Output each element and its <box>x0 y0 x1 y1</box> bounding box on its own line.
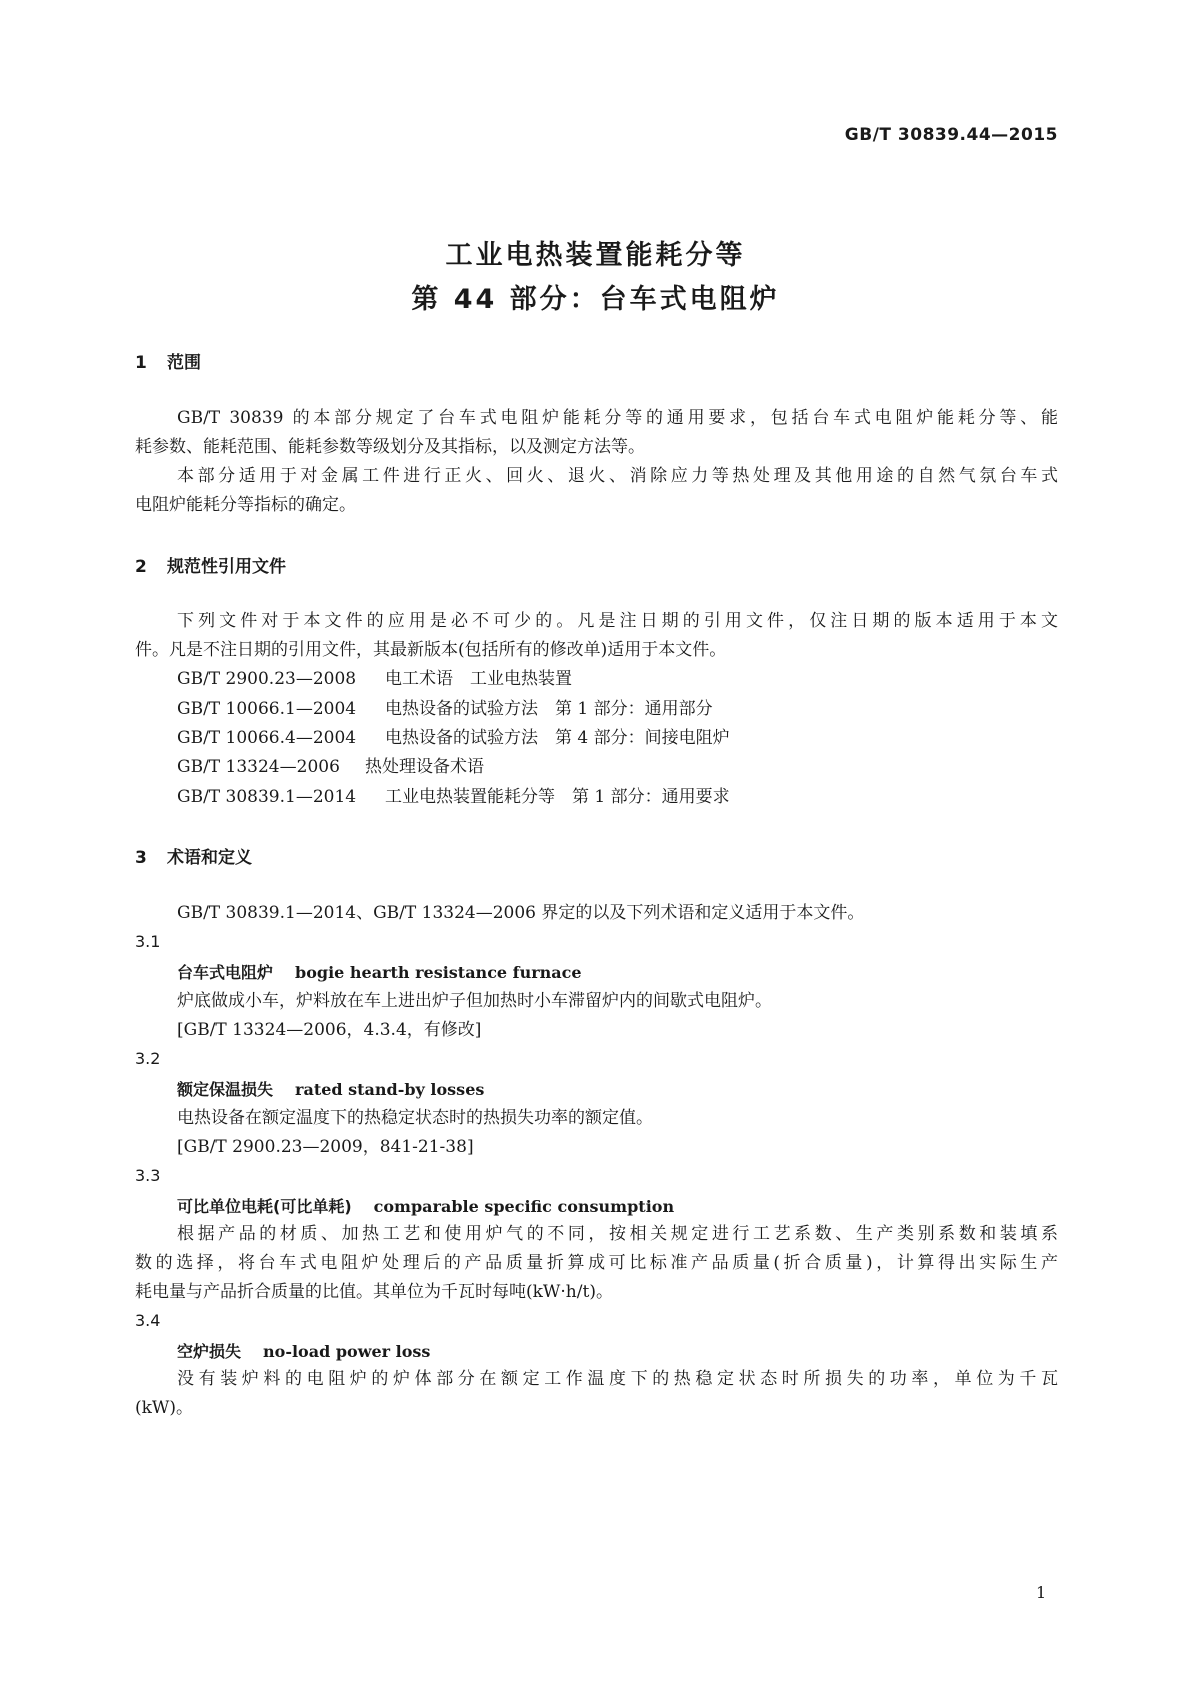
clause-number: 3.2 <box>135 1049 161 1068</box>
reference-item <box>177 727 730 749</box>
section-heading-scope <box>135 348 201 373</box>
term-chinese: 台车式电阻炉 <box>177 963 274 982</box>
clause-number: 3.4 <box>135 1311 161 1330</box>
term-english: comparable specific consumption <box>373 1197 675 1216</box>
paragraph-line: 电阻炉能耗分等指标的确定。 <box>135 495 356 515</box>
reference-title: 电热设备的试验方法 第 4 部分：间接电阻炉 <box>385 728 730 748</box>
paragraph-line: GB/T 30839 的本部分规定了台车式电阻炉能耗分等的通用要求，包括台车式电阻炉能耗分等、能 <box>177 408 1058 428</box>
term-english: bogie hearth resistance furnace <box>295 963 582 982</box>
reference-title: 热处理设备术语 <box>365 757 484 777</box>
term-source: [GB/T 13324—2006，4.3.4，有修改] <box>177 1020 482 1040</box>
section-heading-normative-references <box>135 552 286 577</box>
document-title-line-1: 工业电热装置能耗分等 <box>445 240 746 271</box>
paragraph-line: GB/T 30839.1—2014、GB/T 13324—2006 界定的以及下列术语和定义适用于本文件。 <box>177 903 865 923</box>
reference-code: GB/T 2900.23—2008 <box>177 669 357 689</box>
reference-item <box>177 756 484 778</box>
term-chinese: 额定保温损失 <box>177 1080 274 1099</box>
clause-number: 3.1 <box>135 932 161 951</box>
section-title: 术语和定义 <box>167 848 252 868</box>
reference-item <box>177 668 572 690</box>
reference-title: 电工术语 工业电热装置 <box>385 669 572 689</box>
reference-code: GB/T 10066.1—2004 <box>177 699 357 719</box>
definition-line: 耗电量与产品折合质量的比值。其单位为千瓦时每吨(kW·h/t)。 <box>135 1282 613 1302</box>
definition-line: 没有装炉料的电阻炉的炉体部分在额定工作温度下的热稳定状态时所损失的功率，单位为千瓦 <box>177 1369 1058 1389</box>
definition-line: 根据产品的材质、加热工艺和使用炉气的不同，按相关规定进行工艺系数、生产类别系数和装填系 <box>177 1224 1058 1244</box>
term-english: rated stand-by losses <box>295 1080 485 1099</box>
paragraph-line: 下列文件对于本文件的应用是必不可少的。凡是注日期的引用文件，仅注日期的版本适用于本文 <box>177 611 1058 631</box>
definition-line: 电热设备在额定温度下的热稳定状态时的热损失功率的额定值。 <box>177 1108 653 1128</box>
reference-code: GB/T 30839.1—2014 <box>177 787 357 807</box>
term-english: no-load power loss <box>263 1342 431 1361</box>
reference-code: GB/T 10066.4—2004 <box>177 728 357 748</box>
section-title: 范围 <box>167 353 201 373</box>
standard-number: GB/T 30839.44—2015 <box>844 125 1058 145</box>
paragraph-line: 件。凡是不注日期的引用文件，其最新版本(包括所有的修改单)适用于本文件。 <box>135 640 727 660</box>
document-title-line-2: 第 44 部分：台车式电阻炉 <box>411 284 780 315</box>
reference-title: 工业电热装置能耗分等 第 1 部分：通用要求 <box>385 787 730 807</box>
definition-line: (kW)。 <box>135 1398 194 1418</box>
reference-item <box>177 698 713 720</box>
section-number: 3 <box>135 848 147 868</box>
reference-title: 电热设备的试验方法 第 1 部分：通用部分 <box>385 699 713 719</box>
page-number: 1 <box>1036 1583 1047 1602</box>
definition-line: 炉底做成小车，炉料放在车上进出炉子但加热时小车滞留炉内的间歇式电阻炉。 <box>177 991 772 1011</box>
reference-item <box>177 786 730 808</box>
section-number: 1 <box>135 353 147 373</box>
term-entry <box>177 1339 430 1362</box>
term-entry <box>177 1077 484 1100</box>
paragraph-line: 本部分适用于对金属工件进行正火、回火、退火、消除应力等热处理及其他用途的自然气氛台车式 <box>177 466 1058 486</box>
reference-code: GB/T 13324—2006 <box>177 757 340 777</box>
term-entry <box>177 960 582 983</box>
term-chinese: 空炉损失 <box>177 1342 242 1361</box>
definition-line: 数的选择，将台车式电阻炉处理后的产品质量折算成可比标准产品质量(折合质量)，计算得出实际生产 <box>135 1253 1058 1273</box>
section-heading-terms-and-definitions <box>135 843 252 868</box>
paragraph-line: 耗参数、能耗范围、能耗参数等级划分及其指标，以及测定方法等。 <box>135 437 645 457</box>
section-number: 2 <box>135 557 147 577</box>
clause-number: 3.3 <box>135 1166 161 1185</box>
term-source: [GB/T 2900.23—2009，841-21-38] <box>177 1137 474 1157</box>
term-entry <box>177 1194 674 1217</box>
term-chinese: 可比单位电耗(可比单耗) <box>177 1197 352 1216</box>
section-title: 规范性引用文件 <box>167 557 286 577</box>
